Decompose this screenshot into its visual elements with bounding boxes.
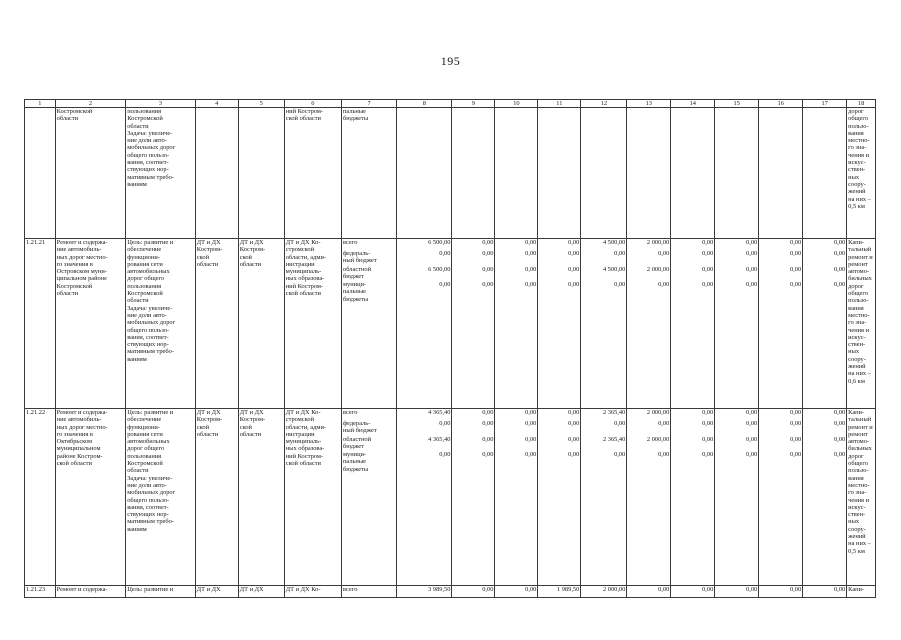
- amount-cell: [452, 409, 495, 586]
- amount-value: 0,00: [833, 435, 846, 443]
- cell-col-8: [397, 108, 452, 239]
- amount-value: 0,00: [790, 435, 802, 443]
- cell-col-10: [495, 108, 538, 239]
- amount-cell: [803, 586, 847, 598]
- goal-task-cell: [126, 239, 196, 409]
- amount-value: 0,00: [658, 586, 670, 593]
- amount-value: 0,00: [568, 250, 580, 257]
- amount-value: 0,00: [525, 451, 537, 458]
- amount-value: 0,00: [482, 435, 494, 443]
- amount-cell: [715, 409, 759, 586]
- column-number-cell: 16: [759, 100, 803, 108]
- cell-col-13: [627, 108, 671, 239]
- amount-value: 0,00: [702, 451, 714, 458]
- amount-cell: [452, 586, 495, 598]
- amount-value: 0,00: [568, 409, 580, 416]
- funding-source-cell: [342, 409, 397, 586]
- result-cell: [847, 409, 876, 586]
- column-number-cell: 10: [495, 100, 538, 108]
- amount-cell: [538, 409, 581, 586]
- amount-cell: [538, 239, 581, 409]
- cell-col-16: [759, 108, 803, 239]
- executor-cell: [284, 239, 341, 409]
- amount-value: 6 500,00: [428, 265, 451, 273]
- amount-value: 4 500,00: [602, 239, 626, 246]
- amount-cell: [581, 409, 627, 586]
- funding-source-label: всего: [343, 409, 358, 416]
- cell-col-11: [538, 108, 581, 239]
- amount-value: 0,00: [525, 239, 537, 246]
- amount-value: 0,00: [568, 451, 580, 458]
- column-number-cell: 3: [126, 100, 196, 108]
- row-number-cell: [25, 239, 56, 409]
- cell-col-1: [25, 108, 56, 239]
- amount-value: 2 000,00: [602, 586, 626, 593]
- amount-value: 0,00: [746, 451, 758, 458]
- amount-value: 0,00: [833, 250, 846, 257]
- amount-value: 6 500,00: [428, 239, 451, 246]
- executor-text: ДТ и ДХ Ко-: [285, 586, 321, 593]
- amount-value: 2 000,00: [646, 435, 670, 443]
- amount-value: 0,00: [568, 281, 580, 288]
- goal-task-text: Цель: развитие и обеспечение функциони- рования сети автомобильных дорог общего пользования Костромской области Задача: увеличе- ние доли авто- мобильных дорог общего пользо- вания, соответ- ствующих нор- мативным требо- ваниям: [127, 409, 176, 533]
- table-row: [25, 239, 876, 409]
- continued-text: дорог общего пользо- вания местно- го зна- чения и искус- ствен- ных соору- жений на них – 0,5 км: [848, 108, 871, 210]
- funding-source-label: муници- пальные бюджеты: [343, 281, 369, 303]
- result-cell: [847, 586, 876, 598]
- amount-value: 0,00: [702, 435, 714, 443]
- continued-text: ний Костром- ской области: [285, 108, 324, 123]
- activity-name-cell: [55, 586, 126, 598]
- amount-cell: [671, 586, 715, 598]
- amount-value: 0,00: [746, 586, 758, 593]
- executor-cell: [195, 239, 238, 409]
- amount-value: 0,00: [568, 265, 580, 273]
- amount-value: 0,00: [658, 250, 670, 257]
- amount-value: 0,00: [482, 265, 494, 273]
- row-number: 1.21.23: [26, 586, 46, 593]
- amount-cell: [397, 409, 452, 586]
- amount-value: 2 000,00: [646, 265, 670, 273]
- amount-value: 0,00: [568, 435, 580, 443]
- amount-value: 0,00: [614, 250, 626, 257]
- amount-cell: [759, 239, 803, 409]
- amount-cell: [759, 409, 803, 586]
- expected-result: Капи- тальный ремонт и ремонт автомо- бильных дорог общего пользо- вания местно- го зна- чения и искус- ствен- ных соору- жений на них – 0,5 км: [848, 409, 873, 555]
- amount-value: 0,00: [614, 420, 626, 427]
- amount-value: 0,00: [746, 281, 758, 288]
- amount-cell: [627, 239, 671, 409]
- amount-cell: [627, 409, 671, 586]
- amount-value: 0,00: [833, 265, 846, 273]
- column-number-cell: 5: [238, 100, 284, 108]
- cell-col-5: [238, 108, 284, 239]
- cell-col-17: [803, 108, 847, 239]
- amount-cell: [581, 239, 627, 409]
- amount-value: 0,00: [746, 435, 758, 443]
- amount-value: 0,00: [482, 239, 494, 246]
- executor-text-cell: [284, 586, 341, 598]
- amount-value: 0,00: [439, 420, 451, 427]
- activity-name: Ремонт и содержа- ние автомобиль- ных дорог местно- го значения в Островском муни- ципальном районе Костромской области: [56, 239, 108, 298]
- funding-source-label: федераль- ный бюджет: [343, 420, 377, 435]
- amount-value: 0,00: [702, 265, 714, 273]
- amount-value: 0,00: [482, 420, 494, 427]
- goal-task-cell: [126, 409, 196, 586]
- table-row-partial: [25, 586, 876, 598]
- amount-value: 0,00: [614, 451, 626, 458]
- amount-value: 0,00: [790, 281, 802, 288]
- amount-value: 0,00: [482, 586, 494, 593]
- amount-value: 4 500,00: [602, 265, 626, 273]
- amount-value: 0,00: [790, 586, 802, 593]
- cell-col-14: [671, 108, 715, 239]
- amount-value: 0,00: [790, 265, 802, 273]
- amount-value: 0,00: [658, 451, 670, 458]
- funding-source-label-cell: [342, 586, 397, 598]
- amount-value: 0,00: [482, 281, 494, 288]
- activity-name-cell: [55, 409, 126, 586]
- amount-value: 0,00: [525, 435, 537, 443]
- amount-value: 0,00: [833, 281, 846, 288]
- amount-value: 0,00: [746, 420, 758, 427]
- executor-text-cell: [238, 586, 284, 598]
- amount-value: 0,00: [746, 239, 758, 246]
- column-number-cell: 18: [847, 100, 876, 108]
- goal-task-text-cell: [126, 586, 196, 598]
- amount-cell: [671, 409, 715, 586]
- amount-value: 0,00: [525, 281, 537, 288]
- column-number-cell: 7: [342, 100, 397, 108]
- amount-value: 2 000,00: [646, 239, 670, 246]
- goal-task-text: Цель: развитие и: [127, 586, 174, 593]
- amount-value: 0,00: [833, 420, 846, 427]
- funding-source-label: областной бюджет: [343, 265, 371, 280]
- amount-value: 0,00: [568, 239, 580, 246]
- amount-value: 0,00: [833, 451, 846, 458]
- column-number-cell: 9: [452, 100, 495, 108]
- amount-value: 0,00: [790, 250, 802, 257]
- goal-task-text: Цель: развитие и обеспечение функциони- рования сети автомобильных дорог общего пользования Костромской области Задача: увеличе- ние доли авто- мобильных дорог общего пользо- вания, соответ- ствующих нор- мативным требо- ваниям: [127, 239, 176, 363]
- funding-source-label: областной бюджет: [343, 435, 371, 450]
- funding-source-label: всего: [343, 586, 358, 593]
- activity-name-cell: [55, 239, 126, 409]
- amount-cell: [397, 239, 452, 409]
- funding-source-cell: [342, 239, 397, 409]
- amount-cell: [495, 409, 538, 586]
- expected-result: Капи-: [848, 586, 865, 593]
- amount-value: 3 989,50: [428, 586, 451, 593]
- executor-text: ДТ и ДХ Костром- ской области: [196, 409, 223, 438]
- amount-value: 0,00: [525, 409, 537, 416]
- funding-source-label: муници- пальные бюджеты: [343, 451, 369, 473]
- amount-cell: [495, 586, 538, 598]
- amount-value: 0,00: [439, 250, 451, 257]
- amount-value: 0,00: [833, 239, 846, 246]
- expected-result: Капи- тальный ремонт и ремонт автомо- бильных дорог общего пользо- вания местно- го зна- чения и искус- ствен- ных соору- жений на них – 0,6 км: [848, 239, 873, 385]
- cell-col-6: [284, 108, 341, 239]
- executor-cell: [195, 409, 238, 586]
- column-number-cell: 6: [284, 100, 341, 108]
- amount-value: 0,00: [702, 250, 714, 257]
- cell-col-18: [847, 108, 876, 239]
- continued-text: пользования Костромской области Задача: увеличе- ние доли авто- мобильных дорог общего пользо- вания, соответ- ствующих нор- мативным требо- ваниям: [127, 108, 176, 188]
- row-number: 1.21.21: [26, 239, 46, 246]
- funding-source-label: федераль- ный бюджет: [343, 250, 377, 265]
- amount-value: 0,00: [790, 239, 802, 246]
- column-number-cell: 17: [803, 100, 847, 108]
- amount-value: 0,00: [439, 451, 451, 458]
- amount-value: 0,00: [482, 451, 494, 458]
- cell-col-15: [715, 108, 759, 239]
- column-number-cell: 11: [538, 100, 581, 108]
- table-row: [25, 409, 876, 586]
- amount-value: 0,00: [702, 586, 714, 593]
- continued-text: Костромской области: [56, 108, 93, 123]
- amount-value: 0,00: [525, 420, 537, 427]
- amount-value: 0,00: [833, 586, 846, 593]
- amount-value: 0,00: [790, 409, 802, 416]
- amount-value: 0,00: [702, 281, 714, 288]
- amount-cell: [715, 239, 759, 409]
- row-number-cell: [25, 586, 56, 598]
- column-number-cell: 15: [715, 100, 759, 108]
- amount-cell: [581, 586, 627, 598]
- funding-source-label: всего: [343, 239, 358, 246]
- continued-text: пальные бюджеты: [343, 108, 369, 123]
- amount-cell: [495, 239, 538, 409]
- result-cell: [847, 239, 876, 409]
- cell-col-4: [195, 108, 238, 239]
- row-number-cell: [25, 409, 56, 586]
- amount-value: 0,00: [525, 265, 537, 273]
- amount-value: 0,00: [439, 281, 451, 288]
- amount-value: 1 989,50: [556, 586, 580, 593]
- amount-value: 0,00: [833, 409, 846, 416]
- column-number-cell: 1: [25, 100, 56, 108]
- executor-cell: [238, 239, 284, 409]
- activity-name: Ремонт и содержа- ние автомобиль- ных дорог местно- го значения в Октябрьском муниципальном районе Костром- ской области: [56, 409, 108, 468]
- amount-value: 0,00: [790, 451, 802, 458]
- executor-text: ДТ и ДХ: [239, 586, 264, 593]
- amount-value: 0,00: [482, 409, 494, 416]
- amount-value: 0,00: [702, 239, 714, 246]
- program-activities-table: [24, 99, 876, 598]
- column-number-row: [25, 100, 876, 108]
- amount-value: 0,00: [525, 250, 537, 257]
- amount-value: 0,00: [658, 281, 670, 288]
- executor-cell: [284, 409, 341, 586]
- amount-cell: [538, 586, 581, 598]
- row-number: 1.21.22: [26, 409, 46, 416]
- amount-value: 4 365,40: [428, 435, 451, 443]
- continued-row: [25, 108, 876, 239]
- cell-col-12: [581, 108, 627, 239]
- amount-value: 0,00: [482, 250, 494, 257]
- amount-cell: [715, 586, 759, 598]
- executor-text: ДТ и ДХ Костром- ской области: [239, 239, 266, 268]
- amount-value: 0,00: [746, 250, 758, 257]
- executor-text-cell: [195, 586, 238, 598]
- column-number-cell: 2: [55, 100, 126, 108]
- amount-value: 4 365,40: [428, 409, 451, 416]
- amount-cell: [803, 409, 847, 586]
- executor-text: ДТ и ДХ Ко- стромской области, адми- нистрации муниципаль- ных образова- ний Костром- ской области: [285, 409, 326, 468]
- executor-text: ДТ и ДХ Ко- стромской области, адми- нистрации муниципаль- ных образова- ний Костром- ской области: [285, 239, 326, 298]
- executor-text: ДТ и ДХ Костром- ской области: [196, 239, 223, 268]
- column-number-cell: 13: [627, 100, 671, 108]
- column-number-cell: 14: [671, 100, 715, 108]
- amount-value: 0,00: [790, 420, 802, 427]
- amount-cell: [759, 586, 803, 598]
- amount-value: 0,00: [568, 420, 580, 427]
- amount-value: 0,00: [658, 420, 670, 427]
- cell-col-7: [342, 108, 397, 239]
- column-number-cell: 8: [397, 100, 452, 108]
- column-number-cell: 12: [581, 100, 627, 108]
- column-number-cell: 4: [195, 100, 238, 108]
- amount-value: 0,00: [525, 586, 537, 593]
- activity-name: Ремонт и содержа-: [56, 586, 108, 593]
- amount-value: 0,00: [746, 409, 758, 416]
- amount-value: 2 000,00: [646, 409, 670, 416]
- page-number: 195: [440, 54, 461, 68]
- cell-col-9: [452, 108, 495, 239]
- amount-value: 2 365,40: [602, 409, 626, 416]
- amount-value: 2 365,40: [602, 435, 626, 443]
- amount-cell: [627, 586, 671, 598]
- amount-cell: [671, 239, 715, 409]
- amount-value: 0,00: [614, 281, 626, 288]
- amount-cell: [397, 586, 452, 598]
- amount-value: 0,00: [702, 420, 714, 427]
- executor-text: ДТ и ДХ Костром- ской области: [239, 409, 266, 438]
- amount-value: 0,00: [702, 409, 714, 416]
- cell-col-3: [126, 108, 196, 239]
- amount-value: 0,00: [746, 265, 758, 273]
- executor-text: ДТ и ДХ: [196, 586, 221, 593]
- cell-col-2: [55, 108, 126, 239]
- amount-cell: [803, 239, 847, 409]
- amount-cell: [452, 239, 495, 409]
- executor-cell: [238, 409, 284, 586]
